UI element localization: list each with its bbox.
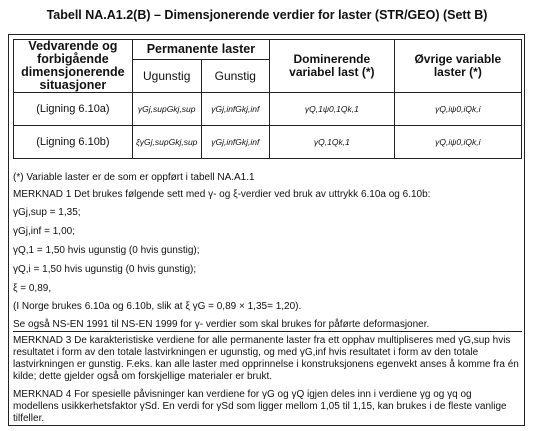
notes-divider [13, 331, 522, 332]
cell-unfavourable: ξγGj,supGkj,sup [132, 126, 201, 159]
value-gamma-qi: γQ,i = 1,50 hvis ugunstig (0 hvis gunstig); [13, 264, 197, 275]
note-star: (*) Variable laster er de som er oppført i tabell NA.A1.1 [13, 172, 255, 183]
header-other-text: Øvrige variable laster (*) [414, 52, 502, 79]
cell-favourable: γGj,infGkj,inf [201, 93, 269, 126]
cell-dominant: γQ,1Qk,1 [270, 126, 395, 159]
cell-dominant: γQ,1ψ0,1Qk,1 [270, 93, 395, 126]
header-situations [14, 40, 133, 93]
row-label: (Ligning 6.10a) [14, 93, 133, 126]
header-situations-text: Vedvarende og forbigående dimensjonerende situasjoner [21, 39, 125, 92]
row-label: (Ligning 6.10b) [14, 126, 133, 159]
cell-other: γQ,iψ0,iQk,i [394, 93, 521, 126]
header-unfavourable: Ugunstig [132, 60, 201, 93]
notes-section-lower [13, 335, 519, 425]
note-merknad-1: MERKNAD 1 Det brukes følgende sett med γ- og ξ-verdier ved bruk av uttrykk 6.10a og 6.10b: [13, 189, 431, 200]
note-norway: (I Norge brukes 6.10a og 6.10b, slik at ξ γG = 0,89 × 1,35= 1,20). [13, 301, 302, 312]
table-row [14, 93, 522, 126]
table-title: Tabell NA.A1.2(B) – Dimensjonerende verdier for laster (STR/GEO) (Sett B) [46, 8, 488, 22]
header-favourable: Gunstig [201, 60, 269, 93]
cell-favourable: γGj,infGkj,inf [201, 126, 269, 159]
value-gamma-g-inf: γGj,inf = 1,00; [13, 226, 75, 237]
note-merknad-4: MERKNAD 4 For spesielle påvisninger kan verdiene for γG og γQ igjen deles inn i verdiene γg og γq og modellens usikkerhetsfaktor γSd. En verdi for γSd som ligger mellom 1,05 til 1,15, kan brukes i de fleste vanlige tilfeller. [13, 389, 507, 424]
notes-section [13, 169, 519, 331]
note-merknad-2: Se også NS-EN 1991 til NS-EN 1999 for γ- verdier som skal brukes for påførte deformasjoner. [13, 319, 430, 330]
value-xi: ξ = 0,89, [13, 283, 52, 294]
value-gamma-q1: γQ,1 = 1,50 hvis ugunstig (0 hvis gunstig); [13, 245, 200, 256]
value-gamma-g-sup: γGj,sup = 1,35; [13, 207, 81, 218]
cell-unfavourable: γGj,supGkj,sup [132, 93, 201, 126]
header-dominant [270, 40, 395, 93]
load-table [13, 39, 522, 159]
header-permanent: Permanente laster [132, 40, 269, 60]
header-other [394, 40, 521, 93]
header-dominant-text: Dominerende variabel last (*) [289, 52, 375, 79]
cell-other: γQ,iψ0,iQk,i [394, 126, 521, 159]
note-merknad-3: MERKNAD 3 De karakteristiske verdiene for alle permanente laster fra ett opphav multipliseres med γG,sup hvis resultatet i form av den totale lastvirkningen er ugunstig, og med γG,inf hvis resultatet i form av den totale lastvirkningen er gunstig. F.eks. kan alle laster med opprinnelse i konstruksjonens egenvekt anses å komme fra én kilde; dette gjelder også om forskjellige materialer er brukt. [13, 335, 519, 382]
table-row [14, 126, 522, 159]
